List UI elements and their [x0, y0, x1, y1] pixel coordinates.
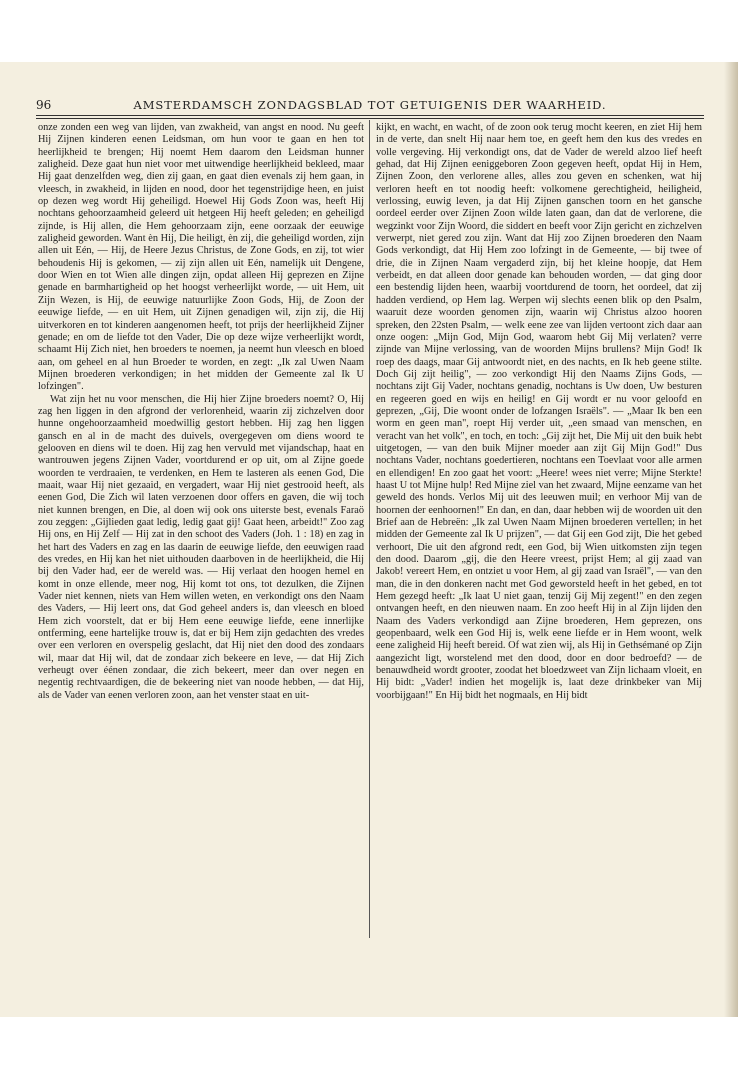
right-column	[376, 122, 702, 962]
header-rule-thin	[36, 118, 704, 119]
page-number: 96	[36, 98, 52, 112]
paragraph: Wat zijn het nu voor menschen, die Hij hier Zijne broeders noemt? O, Hij zag hen liggen in den afgrond der verlorenheid, waarin zij zichzelven door hunne ongehoorzaamheid moedwillig gestort hebben. Hij zag hen liggen gansch en al in de macht des duivels, overgegeven om diens woord te gelooven en diens wil te doen. Hij zag hen vervuld met vijandschap, haat en wantrouwen jegens Zijnen Vader, voortdurend er op uit, om al Zijne goede woorden te verdraaien, te verdenken, en Hem te lasteren als eenen God, Die maait, waar Hij niet gezaaid, en vergadert, waar Hij niet gestrooid heeft, als eenen God, Die Zich wil laten verzoenen door offers en gaven, die wij toch niet kunnen brengen, en Die, al doen wij ook ons uiterste best, evenals Faraö zou zeggen: „Gijlieden gaat ledig, ledig gaat gij! Gaat heen, arbeidt!" Zoo zag Hij ons, en Hij Zelf — Hij zat in den schoot des Vaders (Joh. 1 : 18) en zag in het hart des Vaders en zag en las daarin de eeuwige liefde, den eeuwigen raad des vredes, en Hij kan het niet uithouden daarboven in de heerlijkheid, die Hij bij den Vader had, eer de wereld was. — Hij verlaat den hoogen hemel en komt in onze ellende, meer nog, Hij komt tot ons, tot dezulken, die Zijnen Vader niet kennen, niets van Hem willen weten, en verkondigt ons den Naam des Vaders, — Hij leert ons, dat God geheel anders is, dan vleesch en bloed Hem zich voorstelt, dat er bij Hem eene eeuwige liefde, eene innerlijke ontferming, eene hartelijke trouw is, dat er bij Hem zijn gedachten des vredes over een verloren en overspelig geslacht, dat Hij niet den dood des zondaars wil, maar dat Hij wil, dat de zondaar zich bekeere en leve, — dat Hij Zich verheugt over éénen zondaar, die zich bekeert, meer dan over negen en negentig rechtvaardigen, die de bekeering niet van noode hebben, — dat Hij, als de Vader van eenen verloren zoon, aan het venster staat en uit-	[38, 393, 364, 701]
newspaper-page	[0, 62, 738, 1017]
paragraph: kijkt, en wacht, en wacht, of de zoon ook terug mocht keeren, en ziet Hij hem in de verte, dan snelt Hij naar hem toe, en geeft hem den kus des vredes en volle vergeving. Hij verkondigt ons, dat de Vader de wereld alzoo lief heeft gehad, dat Hij Zijnen eeniggeboren Zoon gegeven heeft, opdat Hij in Hem, Zijnen Zoon, den verlorene alles, alles zou geven en schenken, wat hij verloren heeft en tot noodig heeft: volkomene gerechtigheid, heiligheid, verlossing, euwig leven, ja dat Hij Zijnen ganschen toorn en het gansche oordeel eerder over Zijnen Zoon wilde laten gaan, dan dat de verlorene, die wegzinkt voor Zijn Woord, die siddert en beeft voor Zijn gericht en zichzelven verwerpt, niet gered zou zijn. Want dat Hij zoo Zijnen broederen den Naam Gods verkondigt, dat Hij Hem zoo lofzingt in de Gemeente, — bij twee of drie, die in Zijnen Naam vergaderd zijn, bij het kleine hoopje, dat Hem verbeidt, en dat alleen door genade kan behouden worden, — dat ging door een bestendig lijden heen, waarbij voortdurend de toorn, het oordeel, dat zij hadden verdiend, op Hem lag. Werpen wij slechts eenen blik op den Psalm, waaruit deze woorden genomen zijn, waarin wij Christus alzoo hooren spreken, den 22sten Psalm, — welk eene zee van lijden vertoont zich daar aan onze oogen: „Mijn God, Mijn God, waarom hebt Gij Mij verlaten? verre zijnde van Mijne verlossing, van de woorden Mijns brullens? Mijn God! Ik roep des daags, maar Gij antwoordt niet, en des nachts, en Ik heb geene stilte. Doch Gij zijt heilig", — zoo verkondigt Hij den Naams Zijns Gods, — nochtans zijt Gij Vader, nochtans genadig, nochtans is Uw doen, Uw besturen en regeeren goed en wijs en heilig! en Gij wordt er nu voor geloofd en geprezen, „Gij, Die woont onder de lofzangen Israëls". — „Maar Ik ben een worm en geen man", roept Hij verder uit, „een smaad van menschen, en veracht van het volk", en toch, en toch: „Gij zijt het, Die Mij uit den buik hebt uitgetogen, — van den buik Mijner moeder aan zijt Gij Mijn God!" Dus nochtans Vader, nochtans goedertieren, nochtans een Toevlaat voor alle armen en ellendigen! En zoo gaat het voort: „Heere! wees niet verre; Mijne Sterkte! haast U tot Mijne hulp! Red Mijne ziel van het zwaard, Mijne eenzame van het geweld des honds. Verlos Mij uit des leeuwen muil; en verhoor Mij van de hoornen der eenhoornen!" En dan, en dan, daar hebben wij de woorden uit den Brief aan de Hebreën: „Ik zal Uwen Naam Mijnen broederen vertellen; in het midden der Gemeente zal Ik U prijzen", — dat Gij een God zijt, Die het gebed verhoort, Die uit den afgrond redt, een God, bij Wien uitkomsten zijn tegen den dood. Daarom „gij, die den Heere vreest, prijst Hem; al gij zaad van Jakob! vereert Hem, en ontziet u voor Hem, al gij zaad van Israël", — van den man, die in den donkeren nacht met God geworsteld heeft in het gebed, en tot Hem gezegd heeft: „Ik laat U niet gaan, tenzij Gij Mij zegent!" en den zegen ontvangen heeft, en den nieuwen naam. En zoo heeft Hij in al Zijn lijden den Naam des Vaders verkondigd aan Zijne broederen, Hem geprezen, ons geopenbaard, welk een God Hij is, welk eene liefde er in Hem woont, welk eene zaligheid Hij heeft bereid. Of wat zien wij, als Hij in Gethsémané op Zijn aangezicht ligt, worstelend met den dood, door en door bedroefd? — de benauwdheid wordt grooter, zoodat het bloedzweet van Zijn lichaam vloeit, en Hij bidt: „Vader! indien het mogelijk is, laat deze drinkbeker van Mij voorbijgaan!" En Hij bidt het nogmaals, en Hij bidt	[376, 122, 702, 701]
page-header	[36, 96, 704, 114]
left-column	[38, 122, 364, 962]
paragraph: onze zonden een weg van lijden, van zwakheid, van angst en nood. Nu geeft Hij Zijnen kinderen eenen Leidsman, om hun voor te gaan en hen tot heerlijkheid te brengen; Hij noemt Hem daarom den Leidsman hunner zaligheid. Deze gaat hun niet voor met uitwendige heerlijkheid bekleed, maar Hij gaat denzelfden weg, dien zij gaan, en gaat dien evenals zij hem gaan, in vleesch, in zwakheid, in lijden en nood, door het tegenstrijdige heen, en juist op dezen weg wordt Hij geheiligd. Hoewel Hij Gods Zoon was, heeft Hij nochtans gehoorzaamheid geleerd uit hetgeen Hij heeft geleden; en geheiligd zijnde, is Hij allen, die Hem gehoorzaam zijn, eene oorzaak der eeuwige zaligheid geworden. Want èn Hij, Die heiligt, èn zij, die geheiligd worden, zijn allen uit Eén, — Hij, de Heere Jezus Christus, de Zone Gods, en zij, tot wier behoudenis Hij is gekomen, — zij zijn allen uit Eén, namelijk uit Dengene, door Wien en tot Wien alle dingen zijn, opdat alleen Hij geprezen en Zijne genade en barmhartigheid op het hoogst verheerlijkt worde, — uit Hem, uit Zijn Wezen, is Hij, de eeuwige natuurlijke Zoon Gods, Hij, de Zoon der eeuwige liefde, — en uit Hem, uit Zijnen genadigen wil, zijn zij, die Hij uitverkoren en tot kinderen aangenomen heeft, tot prijs der heerlijkheid Zijner genade; en om de liefde tot den Vader, Die op deze wijze verheerlijkt wordt, schaamt Hij Zich niet, hen broeders te noemen, ja neemt hun vleesch en bloed aan, om geheel en al hun Broeder te worden, en zegt: „Ik zal Uwen Naam Mijnen broederen verkondigen; in het midden der Gemeente zal Ik U lofzingen".	[38, 122, 364, 393]
header-rule	[36, 115, 704, 116]
masthead-title: AMSTERDAMSCH ZONDAGSBLAD TOT GETUIGENIS DER WAARHEID.	[133, 98, 607, 112]
column-divider	[369, 120, 370, 938]
